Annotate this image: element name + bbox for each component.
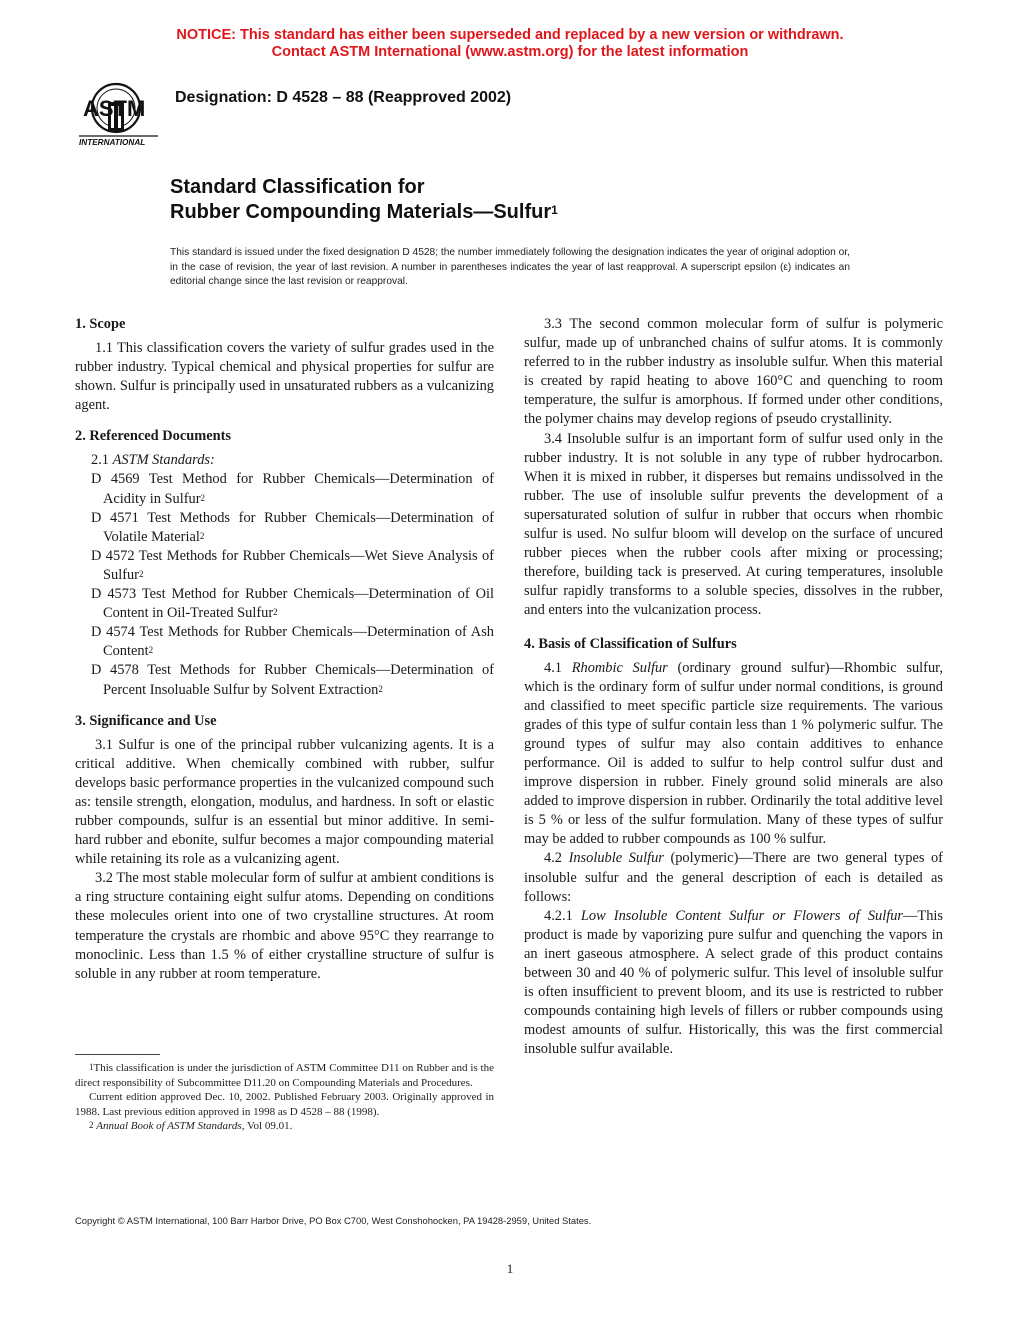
reference-item: D 4572 Test Methods for Rubber Chemicals—Wet Sieve Analysis of Sulfur$^2$ xyxy=(91,547,494,583)
reference-item: D 4569 Test Method for Rubber Chemicals—Determination of Acidity in Sulfur$^2$ xyxy=(91,471,494,507)
svg-text:INTERNATIONAL: INTERNATIONAL xyxy=(79,138,146,147)
section-heading-referenced-documents: 2. Referenced Documents xyxy=(75,428,231,445)
paragraph-3-4: 3.4 Insoluble sulfur is an important form of sulfur used only in the rubber industry. It is not soluble in any type of rubber hydrocarbon. When it is mixed in rubber, it disperses but remains undissolved in the rubber. The use of insoluble sulfur prevents the development of a supersaturated solution of sulfur in rubber that occurs when rhombic sulfur is used. No sulfur bloom will develop on the surface of uncured rubber pieces when the rubber cools after mixing or processing; therefore, building tack is preserved. At curing temperatures, insoluble sulfur rapidly transforms to a soluble species, dissolves in the rubber, and enters into the vulcanization process. xyxy=(524,430,943,619)
paragraph-4-1: 4.1 Rhombic Sulfur (ordinary ground sulfur)—Rhombic sulfur, which is the ordinary form of sulfur under normal conditions, is ground and classified to meet specific particle size requirements. The various grades of this type of sulfur contain less than 1 % polymeric sulfur. The ground types of sulfur may also contain additives to enhance performance. Oil is added to sulfur to help control sulfur dust and improve dispersion in rubber. Finely ground solid minerals are also added to improve dispersion in rubber. Ordinarily the total additive level is 5 % or less of the sulfur formulation. Many of these types of sulfur may be added to rubber compounds as 100 % sulfur. xyxy=(524,659,943,848)
paragraph-4-2: 4.2 Insoluble Sulfur (polymeric)—There are two general types of insoluble sulfur and the general description of each is detailed as follows: xyxy=(524,850,943,905)
left-column xyxy=(75,315,494,984)
notice-line-2: Contact ASTM International (www.astm.org) for the latest information xyxy=(271,44,749,60)
footnote-1-edition: Current edition approved Dec. 10, 2002. Published February 2003. Originally approved in 1988. Last previous edition approved in 1998 as D 4528 – 88 (1998). xyxy=(75,1091,494,1118)
right-column xyxy=(524,315,943,1059)
section-heading-basis: 4. Basis of Classification of Sulfurs xyxy=(524,635,737,652)
footnote-1: $^1$This classification is under the jurisdiction of ASTM Committee D11 on Rubber and is the direct responsibility of Subcommittee D11.20 on Compounding Materials and Procedures. xyxy=(75,1062,494,1089)
title-footnote-ref: 1 xyxy=(551,203,558,217)
intro-paragraph: This standard is issued under the fixed designation D 4528; the number immediately following the designation indicates the year of original adoption or, in the case of revision, the year of last revision. A number in parentheses indicates the year of last reapproval. A superscript epsilon (ε) indicates an editorial change since the last revision or reapproval. xyxy=(170,247,850,287)
footnote-2: $^2$ Annual Book of ASTM Standards, Vol 09.01. xyxy=(89,1120,293,1132)
title-line-2: Rubber Compounding Materials—Sulfur$^1$ xyxy=(170,201,558,223)
footnotes xyxy=(75,1054,494,1134)
paragraph-1-1: 1.1 This classification covers the variety of sulfur grades used in the rubber industry. Typical chemical and physical properties for sulfur are shown. Sulfur is principally used in unsaturated rubbers as a vulcanizing agent. xyxy=(75,340,494,414)
designation: Designation: D 4528 – 88 (Reapproved 2002) xyxy=(175,89,512,106)
astm-standards-label: 2.1 ASTM Standards: xyxy=(91,452,215,469)
paragraph-3-1: 3.1 Sulfur is one of the principal rubber vulcanizing agents. It is a critical additive. When chemically combined with rubber, sulfur develops basic performance properties in the vulcanized compound such as: tensile strength, elongation, modulus, and hardness. In soft or elastic rubber compounds, sulfur is an essential but minor additive. In semi-hard rubber and ebonite, sulfur becomes a major compounding material while retaining its role as a vulcanizing agent. xyxy=(75,736,494,868)
paragraph-3-3: 3.3 The second common molecular form of sulfur is polymeric sulfur, made up of unbranched chains of sulfur atoms. It is commonly referred to in the rubber industry as insoluble sulfur. When this material is created by rapid heating to above 160°C and quenching to room temperature, the sulfur is amorphous. If formed under other conditions, the polymer chains may develop regions of pseudo crystallinity. xyxy=(524,316,943,428)
reference-item: D 4574 Test Methods for Rubber Chemicals—Determination of Ash Content$^2$ xyxy=(91,624,494,660)
reference-item: D 4573 Test Method for Rubber Chemicals—Determination of Oil Content in Oil-Treated Sulfur$^2$ xyxy=(91,586,494,622)
paragraph-3-2: 3.2 The most stable molecular form of sulfur at ambient conditions is a ring structure containing eight sulfur atoms. Depending on conditions these molecules orient into one of two crystalline structures. At room temperature the crystals are rhombic and above 95°C they rearrange to monoclinic. Less than 1.5 % of either crystalline structure of sulfur is soluble in any rubber at room temperature. xyxy=(75,870,494,982)
section-heading-significance: 3. Significance and Use xyxy=(75,712,217,729)
copyright-line: Copyright © ASTM International, 100 Barr Harbor Drive, PO Box C700, West Conshohocken, PA 19428-2959, United States. xyxy=(75,1215,592,1226)
notice-line-1: NOTICE: This standard has either been superseded and replaced by a new version or withdrawn. xyxy=(176,27,844,43)
title-line-1: Standard Classification for xyxy=(170,176,425,198)
astm-logo xyxy=(78,76,160,148)
svg-text:ASTM: ASTM xyxy=(83,96,146,121)
reference-item: D 4571 Test Methods for Rubber Chemicals—Determination of Volatile Material$^2$ xyxy=(91,509,494,545)
reference-item: D 4578 Test Methods for Rubber Chemicals—Determination of Percent Insoluable Sulfur by Solvent Extraction$^2$ xyxy=(91,662,494,698)
footnote-rule xyxy=(75,1054,160,1055)
paragraph-4-2-1: 4.2.1 Low Insoluble Content Sulfur or Flowers of Sulfur—This product is made by vaporizing pure sulfur and quenching the vapors in an inert gaseous atmosphere. A select grade of this product contains between 30 and 40 % of polymeric sulfur. This level of insoluble sulfur is often insufficient to prevent bloom, and its use is restricted to rubber compounds containing high levels of fillers or rubber compounds using modest amounts of sulfur. Historically, this was the first commercial insoluble sulfur available. xyxy=(524,907,943,1058)
notice-banner xyxy=(0,27,1020,61)
page-number: 1 xyxy=(506,1261,514,1276)
section-heading-scope: 1. Scope xyxy=(75,316,126,332)
document-title xyxy=(170,175,558,225)
